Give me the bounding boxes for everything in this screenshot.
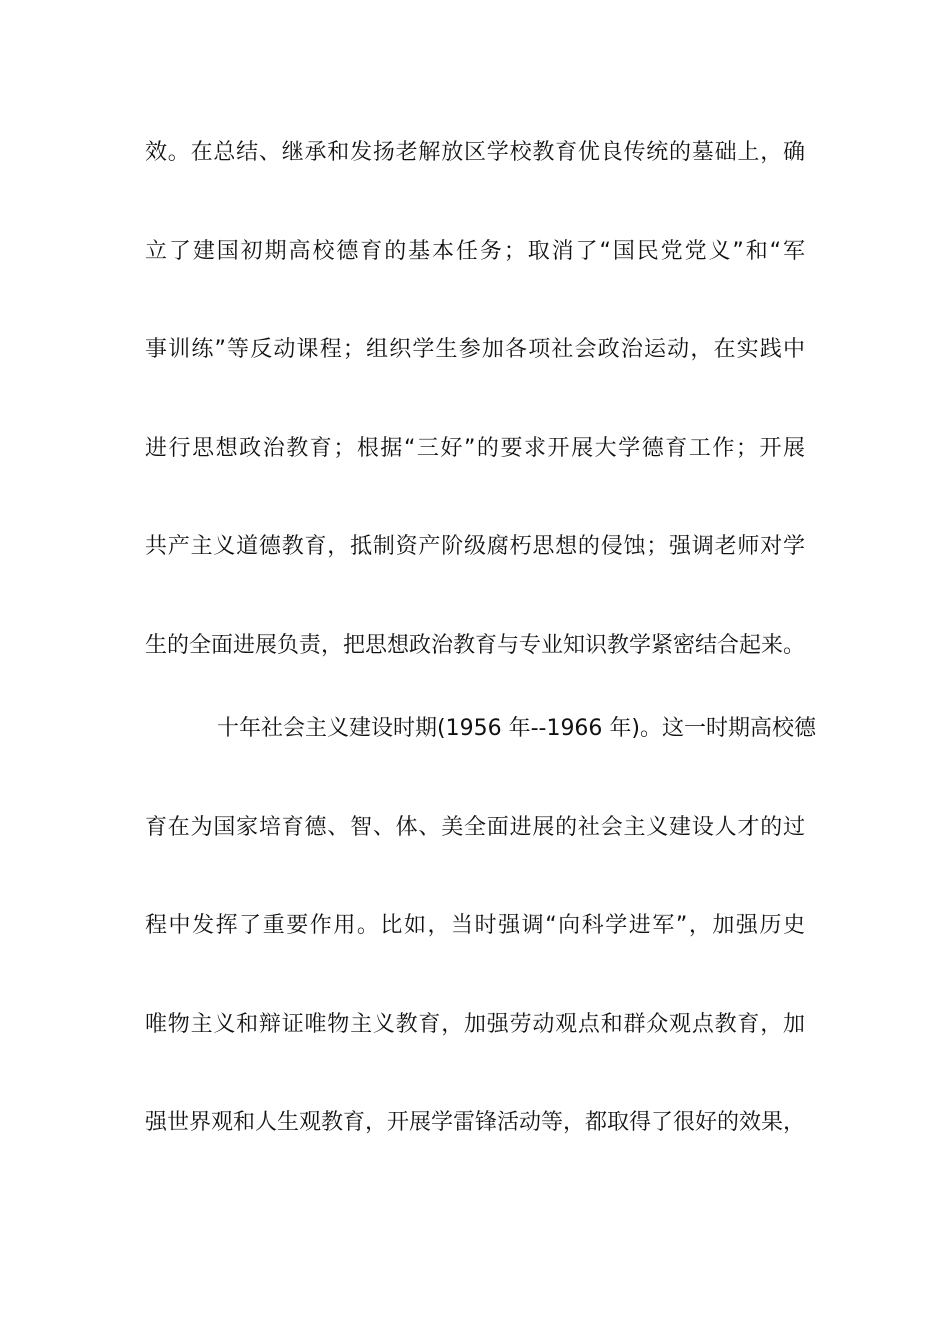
text-line: 强世界观和人生观教育，开展学雷锋活动等，都取得了很好的效果，: [145, 1110, 806, 1135]
text-line-first: 十年社会主义建设时期(1956 年--1966 年)。这一时期高校德: [217, 716, 817, 741]
text-line: 程中发挥了重要作用。比如，当时强调“向科学进军”，加强历史: [145, 913, 805, 938]
text-line: 进行思想政治教育；根据“三好”的要求开展大学德育工作；开展: [145, 436, 805, 461]
text-line: 生的全面进展负责，把思想政治教育与专业知识教学紧密结合起来。: [145, 633, 806, 658]
text-line: 立了建国初期高校德育的基本任务；取消了“国民党党义”和“军: [145, 239, 805, 264]
text-line: 事训练”等反动课程；组织学生参加各项社会政治运动，在实践中: [145, 337, 805, 362]
text-line: 育在为国家培育德、智、体、美全面进展的社会主义建设人才的过: [145, 815, 805, 840]
text-line: 唯物主义和辩证唯物主义教育，加强劳动观点和群众观点教育，加: [145, 1012, 805, 1037]
text-line: 共产主义道德教育，抵制资产阶级腐朽思想的侵蚀；强调老师对学: [145, 534, 805, 559]
text-line: 效。在总结、继承和发扬老解放区学校教育优良传统的墓础上，确: [145, 140, 805, 165]
